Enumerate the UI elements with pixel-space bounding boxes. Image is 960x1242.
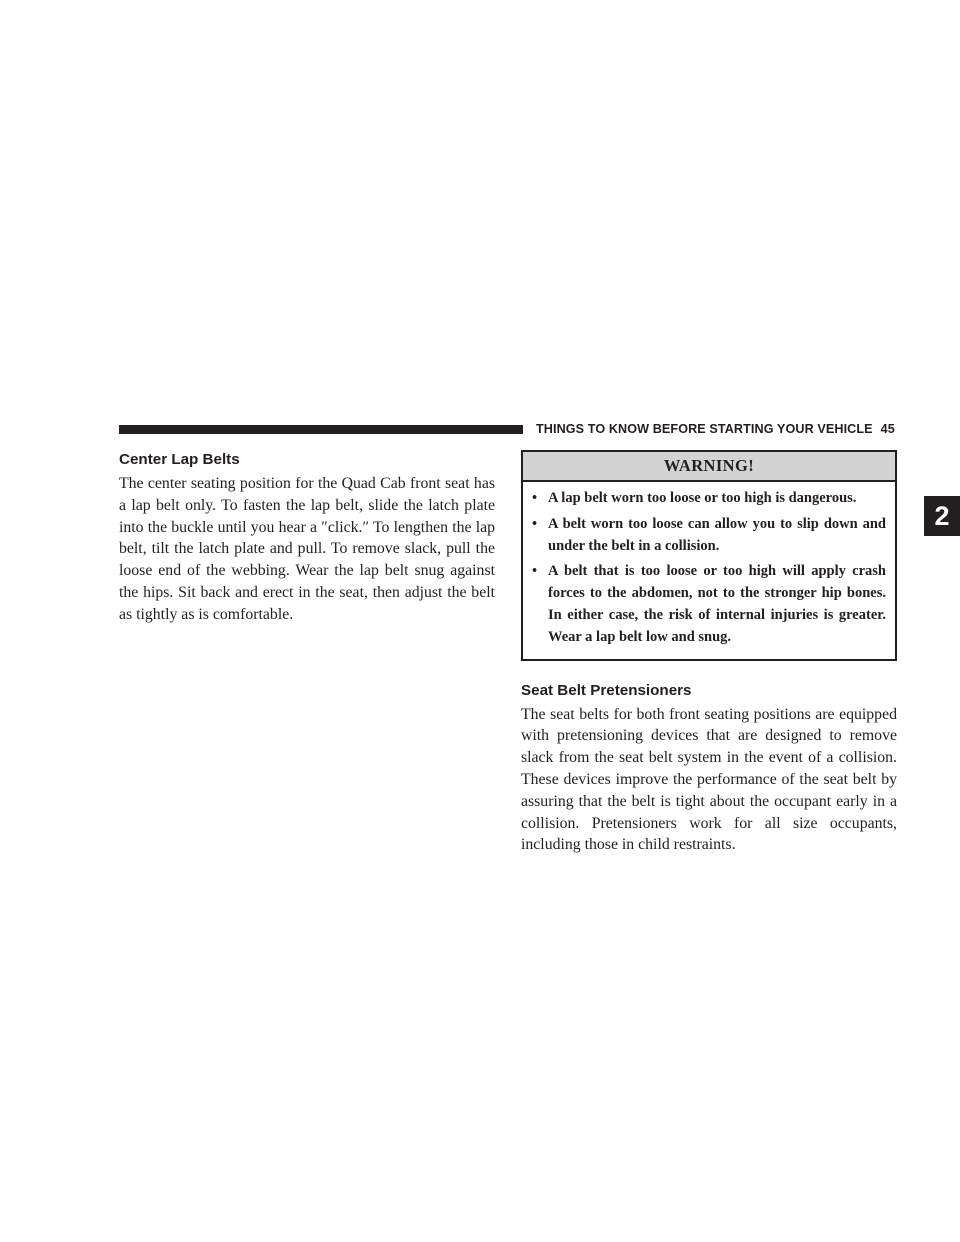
right-column — [521, 450, 897, 856]
warning-item-text: A lap belt worn too loose or too high is dangerous. — [548, 490, 857, 506]
bullet-icon: • — [532, 490, 538, 506]
seat-belt-pretensioners-body: The seat belts for both front seating positions are equipped with pretensioning devices that are designed to remove slack from the seat belt system in the event of a collision. These devices improve the performance of the seat belt by assuring that the belt is tight about the occupant early in a collision. Pretensioners work for all size occupants, including those in child restraints. — [521, 705, 897, 854]
warning-item — [532, 561, 886, 648]
running-header — [536, 421, 895, 437]
pretensioners-section — [521, 681, 897, 857]
bullet-icon: • — [532, 515, 538, 532]
seat-belt-pretensioners-heading: Seat Belt Pretensioners — [521, 681, 692, 699]
center-lap-belts-heading: Center Lap Belts — [119, 451, 240, 468]
left-column — [119, 450, 495, 626]
warning-item-text: A belt that is too loose or too high will apply crash forces to the abdomen, not to the stronger hip bones. In either case, the risk of internal injuries is greater. Wear a lap belt low and snug. — [548, 563, 886, 645]
warning-item — [532, 488, 886, 510]
warning-item — [532, 514, 886, 558]
page-number: 45 — [880, 422, 895, 436]
chapter-tab: 2 — [924, 496, 960, 536]
warning-list — [523, 482, 895, 659]
warning-box — [521, 450, 897, 661]
bullet-icon: • — [532, 563, 538, 580]
warning-title: WARNING! — [523, 452, 895, 482]
running-header-title: THINGS TO KNOW BEFORE STARTING YOUR VEHICLE — [536, 422, 873, 436]
header-rule-bar — [119, 425, 523, 434]
warning-item-text: A belt worn too loose can allow you to slip down and under the belt in a collision. — [548, 515, 886, 554]
center-lap-belts-body: The center seating position for the Quad Cab front seat has a lap belt only. To fasten the lap belt, slide the latch plate into the buckle until you hear a ″click.″ To lengthen the lap belt, tilt the latch plate and pull. To remove slack, pull the loose end of the webbing. Wear the lap belt snug against the hips. Sit back and erect in the seat, then adjust the belt as tightly as is comfortable. — [119, 475, 495, 623]
